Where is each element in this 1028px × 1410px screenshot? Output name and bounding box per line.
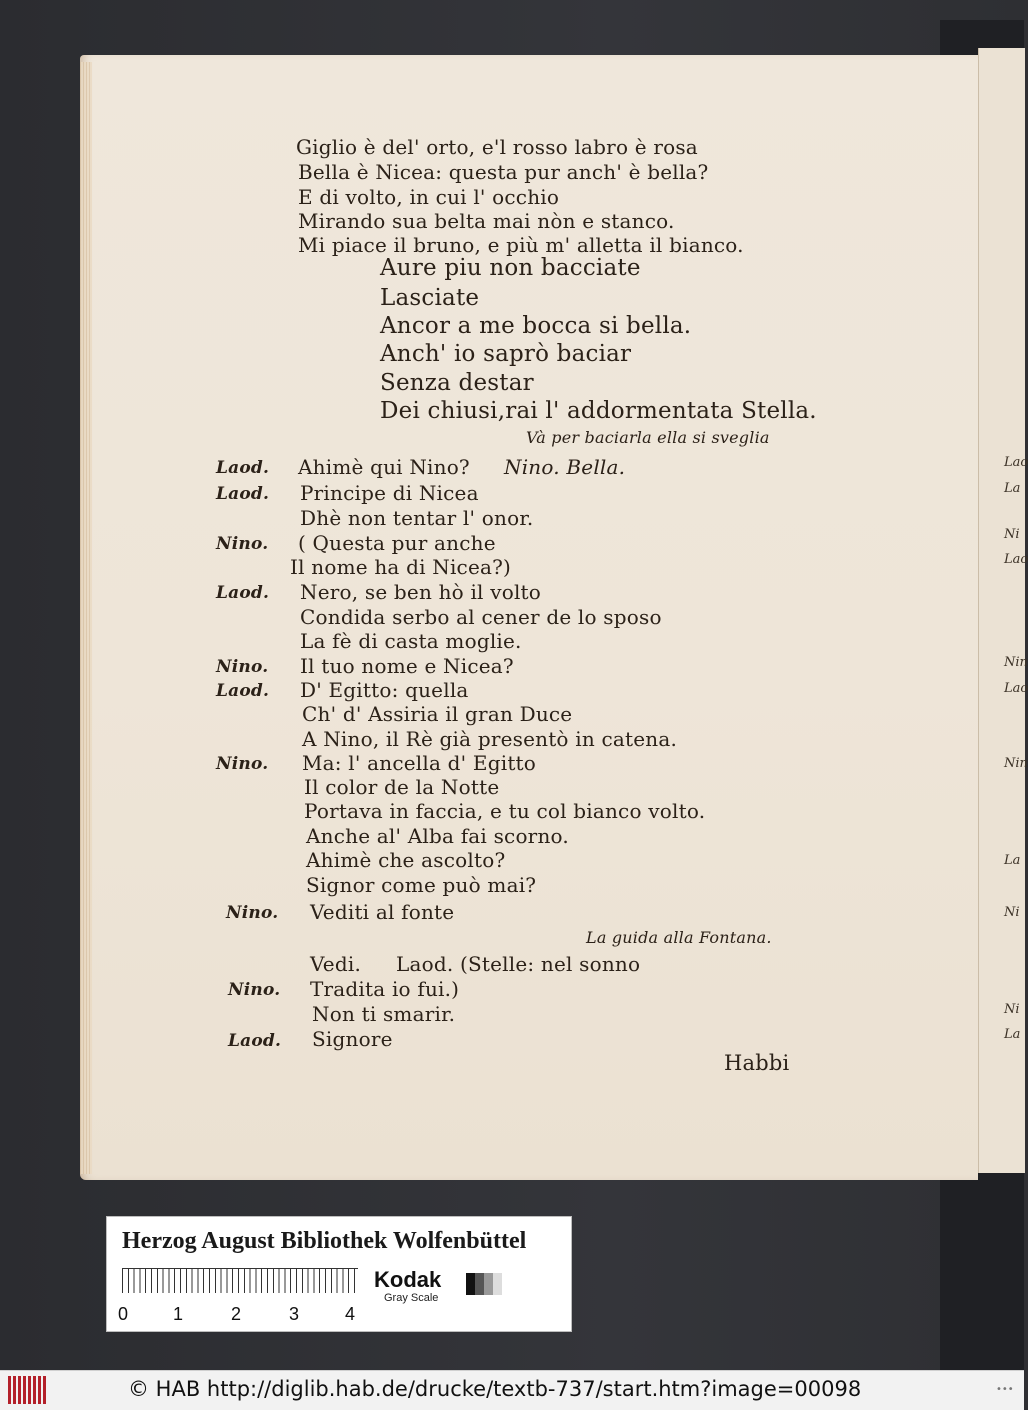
dialogue-line: Il color de la Notte bbox=[304, 775, 500, 799]
speaker-label: Nino. bbox=[226, 903, 279, 923]
next-page-speaker-label: La bbox=[1004, 1027, 1021, 1042]
dialogue-line: Signore bbox=[312, 1027, 393, 1051]
dialogue-line: Vedi. bbox=[310, 952, 361, 976]
next-page-speaker-label: Lao bbox=[1004, 681, 1028, 696]
dialogue-line: Ahimè qui Nino? bbox=[298, 455, 470, 479]
dialogue-line: ( Questa pur anche bbox=[298, 531, 496, 555]
aria-line: Aure piu non bacciate bbox=[380, 255, 641, 281]
kodak-logo: Kodak bbox=[374, 1267, 442, 1292]
dialogue-line: Signor come può mai? bbox=[306, 873, 537, 897]
verse-line: E di volto, in cui l' occhio bbox=[298, 185, 560, 209]
speaker-label: Laod. bbox=[216, 458, 270, 478]
gray-swatch bbox=[484, 1273, 493, 1295]
aria-line: Ancor a me bocca si bella. bbox=[380, 313, 692, 339]
library-name: Herzog August Bibliothek Wolfenbüttel bbox=[122, 1228, 527, 1254]
speaker-label: Nino. bbox=[216, 534, 269, 554]
dialogue-line: Nero, se ben hò il volto bbox=[300, 580, 542, 604]
verse-line: Mirando sua belta mai nòn e stanco. bbox=[298, 209, 675, 233]
next-page-speaker-label: Lao bbox=[1004, 552, 1028, 567]
next-page-speaker-label: La bbox=[1004, 481, 1021, 496]
speaker-label: Laod. bbox=[216, 583, 270, 603]
aria-line: Dei chiusi,rai l' addormentata Stella. bbox=[380, 398, 817, 424]
footer-dots: ••• bbox=[996, 1384, 1014, 1395]
speaker-label: Nino. bbox=[216, 657, 269, 677]
speaker-label: Laod. bbox=[216, 484, 270, 504]
verse-line: Giglio è del' orto, e'l rosso labro è rosa bbox=[296, 135, 698, 159]
dialogue-line: Portava in faccia, e tu col bianco volto. bbox=[304, 799, 706, 823]
footer-copyright-link[interactable]: © HAB http://diglib.hab.de/drucke/textb-737/start.htm?image=00098 bbox=[128, 1377, 862, 1401]
dialogue-line: Vediti al fonte bbox=[310, 900, 455, 924]
next-page-speaker-label: Ni bbox=[1004, 1002, 1020, 1017]
inline-reply: Nino. Bella. bbox=[504, 455, 626, 479]
ruler-number: 4 bbox=[345, 1304, 356, 1324]
ruler-number: 3 bbox=[289, 1304, 300, 1324]
speaker-label: Laod. bbox=[228, 1031, 282, 1051]
stage-direction: Và per baciarla ella si sveglia bbox=[526, 428, 770, 447]
aria-line: Anch' io saprò baciar bbox=[380, 341, 632, 367]
dialogue-line: Ma: l' ancella d' Egitto bbox=[302, 751, 537, 775]
ruler-number: 2 bbox=[231, 1304, 242, 1324]
speaker-label: Nino. bbox=[216, 754, 269, 774]
next-page-speaker-label: Ni bbox=[1004, 905, 1020, 920]
dialogue-line: Laod. (Stelle: nel sonno bbox=[396, 952, 641, 976]
speaker-label: Laod. bbox=[216, 681, 270, 701]
hab-logo-icon bbox=[8, 1376, 48, 1404]
verse-line: Mi piace il bruno, e più m' alletta il bianco. bbox=[298, 233, 744, 257]
dialogue-line: Il tuo nome e Nicea? bbox=[300, 654, 514, 678]
next-page-speaker-label: Ni bbox=[1004, 527, 1020, 542]
next-page-speaker-label: Nin bbox=[1004, 655, 1028, 670]
next-page-speaker-label: Nin bbox=[1004, 756, 1028, 771]
dialogue-line: Il nome ha di Nicea?) bbox=[290, 555, 512, 579]
dialogue-line: Principe di Nicea bbox=[300, 481, 479, 505]
next-page-speaker-label: Lao bbox=[1004, 455, 1028, 470]
dialogue-line: D' Egitto: quella bbox=[300, 678, 469, 702]
dialogue-line: Dhè non tentar l' onor. bbox=[300, 506, 534, 530]
ruler-number: 0 bbox=[118, 1304, 129, 1324]
dialogue-line: Condida serbo al cener de lo sposo bbox=[300, 605, 662, 629]
next-page-speaker-label: La bbox=[1004, 853, 1021, 868]
catchword: Habbi bbox=[724, 1051, 790, 1075]
dialogue-line: Ch' d' Assiria il gran Duce bbox=[302, 702, 573, 726]
dialogue-line: Ahimè che ascolto? bbox=[306, 848, 506, 872]
stage-direction: La guida alla Fontana. bbox=[586, 928, 772, 947]
gray-swatch bbox=[475, 1273, 484, 1295]
dialogue-line: Non ti smarir. bbox=[312, 1002, 456, 1026]
dialogue-line: La fè di casta moglie. bbox=[300, 629, 522, 653]
gray-scale-label: Gray Scale bbox=[384, 1292, 439, 1304]
dialogue-line: Tradita io fui.) bbox=[310, 977, 460, 1001]
gray-swatch bbox=[466, 1273, 475, 1295]
aria-line: Senza destar bbox=[380, 370, 534, 396]
ruler-scale bbox=[122, 1268, 358, 1293]
dialogue-line: Anche al' Alba fai scorno. bbox=[306, 824, 569, 848]
aria-line: Lasciate bbox=[380, 285, 480, 311]
dialogue-line: A Nino, il Rè già presentò in catena. bbox=[302, 727, 678, 751]
ruler-number: 1 bbox=[173, 1304, 184, 1324]
gray-swatch bbox=[493, 1273, 502, 1295]
verse-line: Bella è Nicea: questa pur anch' è bella? bbox=[298, 160, 709, 184]
speaker-label: Nino. bbox=[228, 980, 281, 1000]
page-fore-edge bbox=[80, 62, 92, 1174]
